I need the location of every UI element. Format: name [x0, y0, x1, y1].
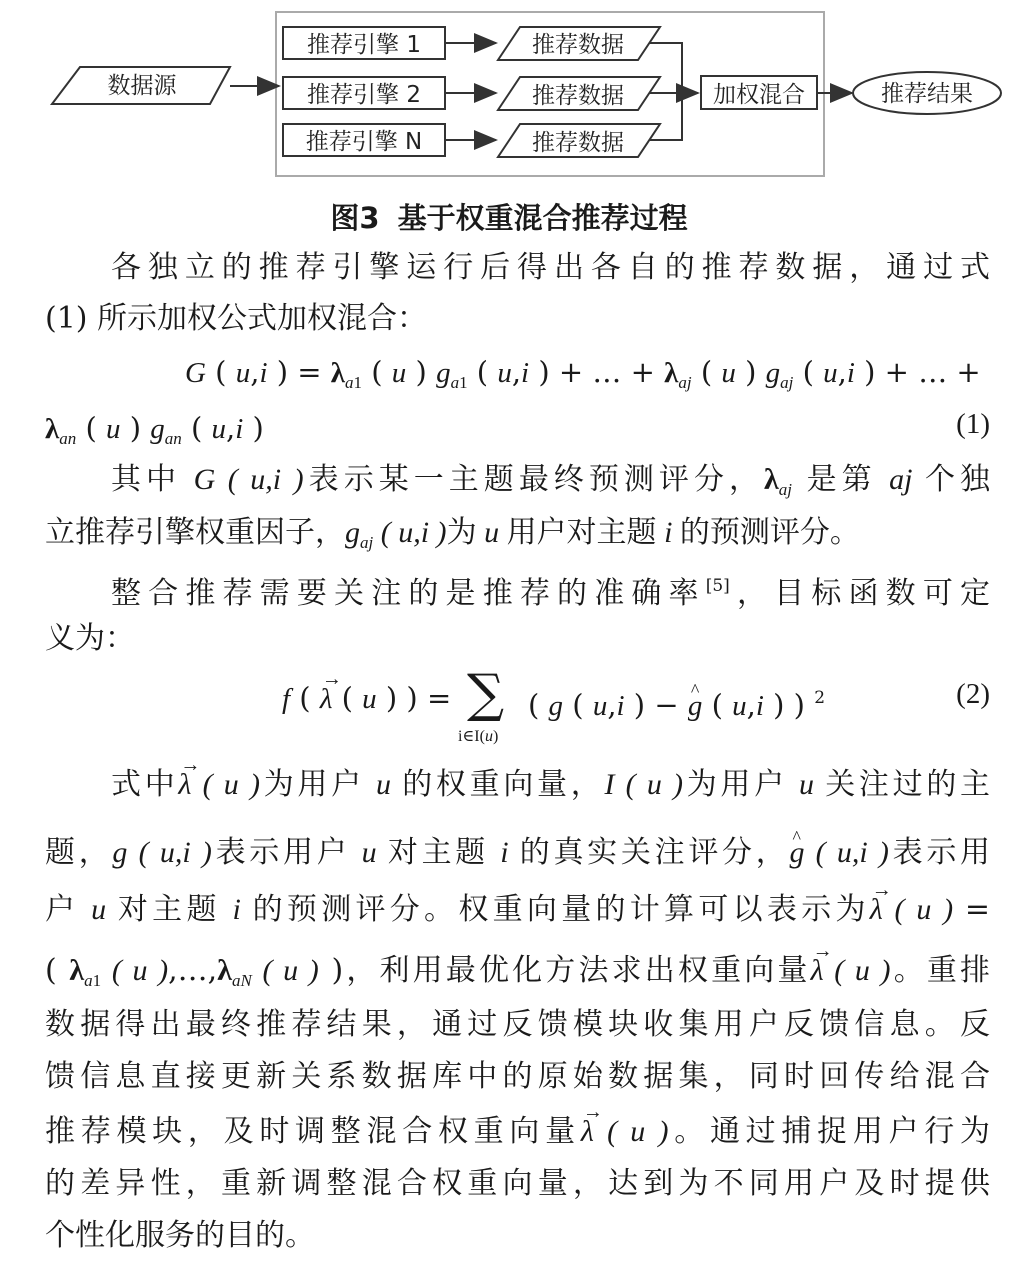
p3-ref: [5] — [705, 576, 730, 596]
figure-caption — [0, 196, 1018, 237]
p4-text-1e: 关注过的主 — [825, 767, 991, 802]
p4-text-2b: 表示用户 — [211, 835, 351, 870]
equation-1-number: (1) — [956, 408, 990, 440]
p3-text-b: ，目标函数可定 — [729, 576, 991, 611]
equation-2-lhs: f ( → λ ( u ) ) = — [282, 678, 451, 719]
p2-text-e: 立推荐引擎权重因子， — [45, 515, 345, 550]
p4-text-4a: ，利用最优化方法求出权重向量 — [343, 953, 811, 988]
equation-2-rhs: ( g ( u,i ) − ^ g ( u,i ) ) $^2$ — [528, 678, 825, 726]
p4-line8: 的差异性，重新调整混合权重向量，达到为不同用户及时提供 — [45, 1166, 990, 1201]
mix-label: 加权混合 — [713, 82, 805, 108]
p3-line1 — [45, 566, 990, 614]
p2-text-f: 为 — [446, 515, 477, 550]
sum-symbol: ∑ — [467, 664, 505, 724]
data-label-1: 推荐数据 — [532, 32, 624, 58]
p1-line2: (1) 所示加权公式加权混合： — [45, 301, 428, 336]
p1-line1: 各独立的推荐引擎运行后得出各自的推荐数据，通过式 — [111, 250, 990, 285]
p4-text-2d: 的真实关注评分， — [519, 835, 790, 870]
engine-label-n: 推荐引擎 N — [305, 129, 423, 155]
p3-line2: 义为： — [45, 621, 135, 656]
p2-line2: 立推荐引擎权重因子，$g_{aj}$ ( u,i )为 u 用户对主题 i 的预测评分。 — [45, 515, 860, 552]
equation-1-line1: G ( u,i ) = $\lambda_{a1}$ ( u ) $g_{a1}$ ( u,i ) + … + $\lambda_{aj}$ ( u ) $g_{aj}$ ( u,i ) + … + — [185, 355, 981, 392]
p4-line1: 式中→ λ ( u )为用户 u 的权重向量，I ( u )为用户 u 关注过的主 — [45, 765, 990, 805]
flow-diagram — [0, 0, 1018, 190]
p2-text-h: 的预测评分。 — [679, 515, 860, 550]
p2-text-a: 其中 — [111, 462, 182, 497]
p4-text-3a: 户 — [45, 892, 80, 927]
p4-text-1b: 为用户 — [260, 767, 365, 802]
p4-line5: 数据得出最终推荐结果，通过反馈模块收集用户反馈信息。反 — [45, 1007, 990, 1042]
p4-text-1d: 为用户 — [683, 767, 788, 802]
equation-2-number: (2) — [956, 678, 990, 710]
result-label: 推荐结果 — [881, 81, 973, 107]
p4-text-3b: 对主题 — [117, 892, 221, 927]
p2-line1: 其中 G ( u,i )表示某一主题最终预测评分，$\lambda_{aj}$ 是第 aj 个独 — [111, 462, 991, 499]
p4-line2: 题，g ( u,i )表示用户 u 对主题 i 的真实关注评分，^ g ( u,i )表示用 — [45, 833, 990, 873]
p4-text-1a: 式中 — [111, 767, 179, 802]
data-label-n: 推荐数据 — [532, 130, 624, 156]
p4-text-2a: 题， — [45, 835, 113, 870]
equation-1-line2: $\lambda_{an}$ ( u ) $g_{an}$ ( u,i ) — [45, 411, 264, 448]
p4-text-7a: 推荐模块，及时调整混合权重向量 — [45, 1114, 581, 1149]
data-source-label: 数据源 — [107, 73, 177, 99]
p4-line4: ( $\lambda_{a1}$ ( u )$,\dots,\lambda_{aN}$ ( u ) )，利用最优化方法求出权重向量→ λ ( u )。重排 — [45, 951, 990, 1001]
p4-text-2e: 表示用 — [888, 835, 991, 870]
p2-text-d: 个独 — [925, 462, 991, 497]
figure-title: 基于权重混合推荐过程 — [397, 201, 688, 235]
p2-text-c: 是第 — [806, 462, 877, 497]
engine-label-2: 推荐引擎 2 — [307, 82, 421, 108]
p4-text-7b: 。通过捕捉用户行为 — [668, 1114, 991, 1149]
p4-line7: 推荐模块，及时调整混合权重向量→ λ ( u )。通过捕捉用户行为 — [45, 1112, 990, 1152]
data-label-2: 推荐数据 — [532, 83, 624, 109]
p4-text-4b: 。重排 — [890, 953, 991, 988]
p4-text-2c: 对主题 — [387, 835, 489, 870]
p2-text-g: 用户对主题 — [506, 515, 657, 550]
p4-text-3c: 的预测评分。权重向量的计算可以表示为 — [252, 892, 870, 927]
p4-line3: 户 u 对主题 i 的预测评分。权重向量的计算可以表示为→ λ ( u ) = — [45, 890, 990, 930]
p2-text-b: 表示某一主题最终预测评分， — [303, 462, 765, 497]
p4-line6: 馈信息直接更新关系数据库中的原始数据集，同时回传给混合 — [45, 1059, 990, 1094]
p4-line9: 个性化服务的目的。 — [45, 1218, 315, 1253]
engine-label-1: 推荐引擎 1 — [307, 32, 421, 58]
p3-text: 整合推荐需要关注的是推荐的准确率 — [111, 576, 706, 611]
figure-number: 图3 — [330, 201, 380, 235]
p4-text-1c: 的权重向量， — [402, 767, 605, 802]
sum-index: i∈I(u) — [458, 728, 499, 745]
